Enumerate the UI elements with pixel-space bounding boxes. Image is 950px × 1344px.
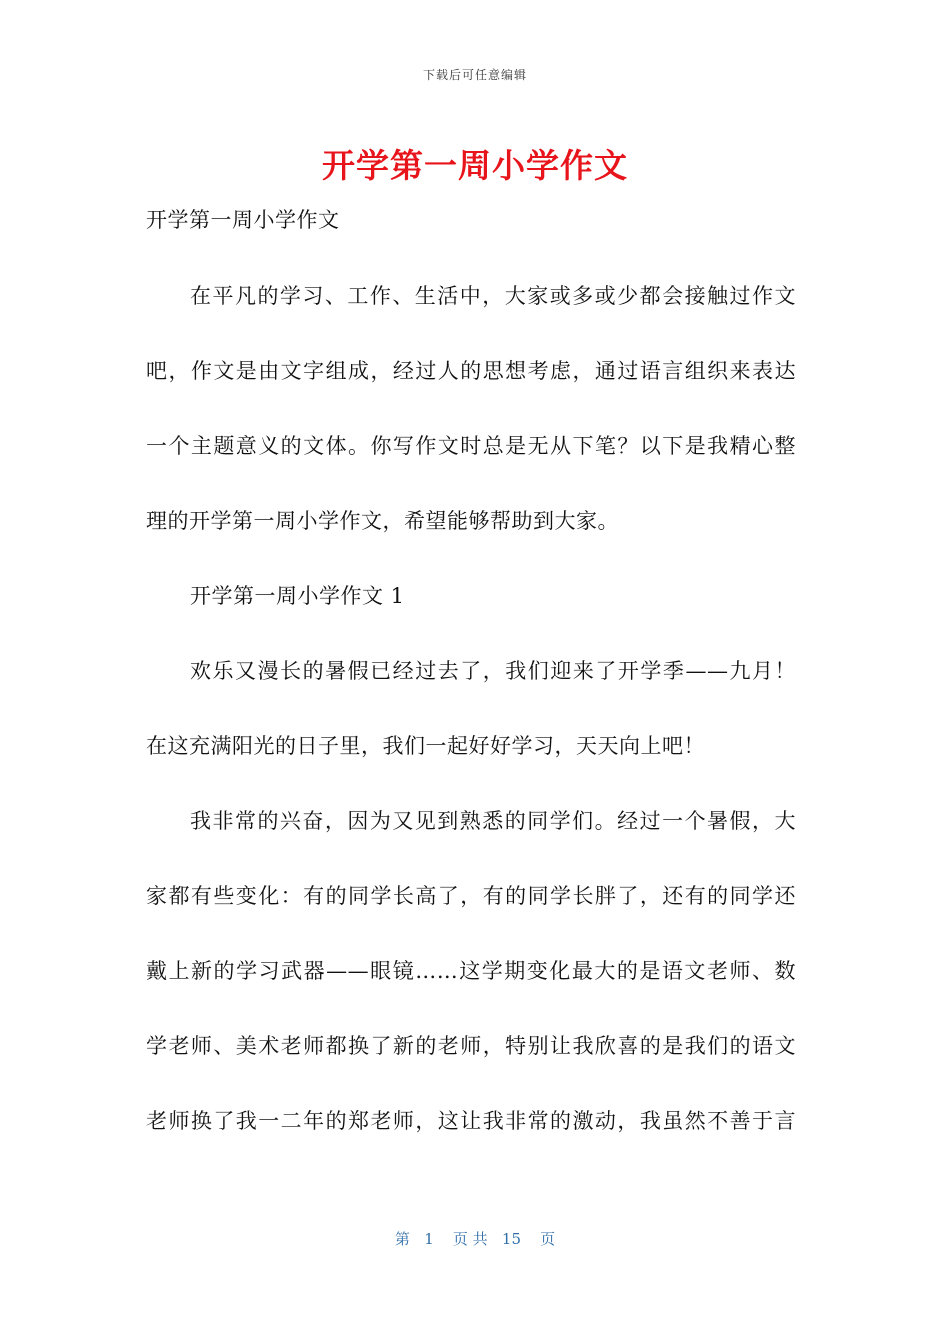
body-line: 在这充满阳光的日子里，我们一起好好学习，天天向上吧！	[146, 734, 705, 758]
body-line: 我非常的兴奋，因为又见到熟悉的同学们。经过一个暑假，大	[190, 809, 796, 833]
page-number-footer: 第 1 页 共 15 页	[394, 1230, 556, 1248]
section-heading: 开学第一周小学作文 1	[190, 584, 405, 608]
body-line: 戴上新的学习武器——眼镜……这学期变化最大的是语文老师、数	[146, 959, 796, 983]
body-line: 家都有些变化：有的同学长高了，有的同学长胖了，还有的同学还	[146, 884, 796, 908]
body-line: 一个主题意义的文体。你写作文时总是无从下笔？以下是我精心整	[146, 434, 796, 458]
body-line: 理的开学第一周小学作文，希望能够帮助到大家。	[146, 509, 619, 533]
body-line: 在平凡的学习、工作、生活中，大家或多或少都会接触过作文	[190, 284, 796, 308]
document-title: 开学第一周小学作文	[322, 146, 628, 185]
body-line: 欢乐又漫长的暑假已经过去了，我们迎来了开学季——九月！	[190, 659, 796, 683]
header-note: 下载后可任意编辑	[422, 68, 527, 82]
body-line: 老师换了我一二年的郑老师，这让我非常的激动，我虽然不善于言	[146, 1109, 796, 1133]
body-line-subtitle: 开学第一周小学作文	[146, 208, 340, 232]
body-line: 学老师、美术老师都换了新的老师，特别让我欣喜的是我们的语文	[146, 1034, 796, 1058]
body-line: 吧，作文是由文字组成，经过人的思想考虑，通过语言组织来表达	[146, 359, 796, 383]
